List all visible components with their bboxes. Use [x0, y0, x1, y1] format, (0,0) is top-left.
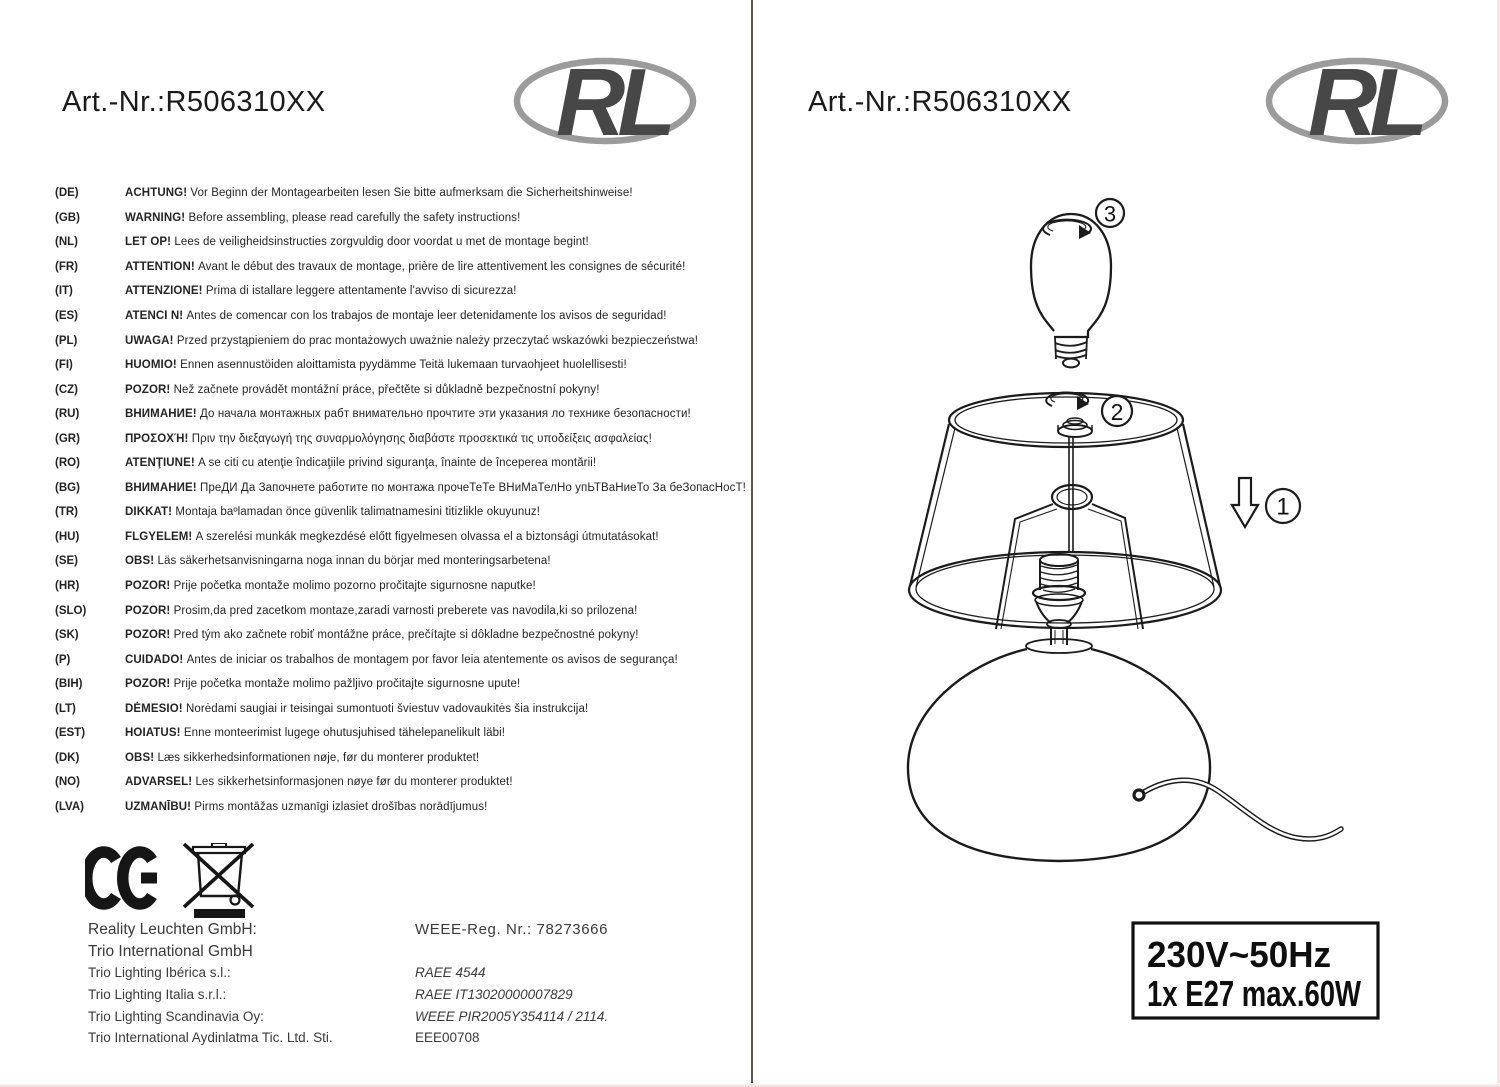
power-cord [1134, 780, 1341, 839]
language-code: (EST) [55, 727, 86, 740]
language-code: (DK) [55, 751, 80, 764]
warning-text: CUIDADO! Antes de iniciar os trabalhos de montagem por favor leia atentemente os avisos de segurança! [125, 653, 678, 666]
registration-number: RAEE IT13020000007829 [415, 986, 573, 1002]
registration-number: EEE00708 [415, 1030, 480, 1046]
warning-row [55, 696, 735, 721]
page-divider [751, 0, 753, 1087]
warning-row [55, 476, 746, 501]
language-code: (BIH) [55, 678, 83, 691]
step-3-badge [1096, 199, 1124, 227]
brand-logo [510, 52, 700, 150]
language-code: (PL) [55, 334, 78, 347]
cord-outlet [1134, 790, 1144, 800]
language-code: (GR) [55, 432, 80, 445]
warning-row [55, 746, 735, 771]
warning-text: ВНИМАНИЕ! До начала монтажных рабт внимательно прочтите эти указания ло технике безопасности! [125, 408, 691, 421]
finial-nut [1058, 418, 1092, 437]
warning-row [55, 206, 735, 231]
warning-row [55, 574, 735, 599]
registration-number: WEEE PIR2005Y354114 / 2114. [415, 1008, 609, 1024]
company-name: Trio Lighting Italia s.r.l.: [88, 986, 227, 1002]
spec-bulb: 1x E27 max.60W [1147, 973, 1362, 1014]
warning-row [55, 672, 735, 697]
language-code: (SK) [55, 629, 79, 642]
warning-row [55, 279, 735, 304]
warning-text: POZOR! Než začnete provádět montážní práce, přečtěte si důkladně bezpečnostní pokyny! [125, 383, 600, 396]
language-code: (FI) [55, 359, 73, 372]
warning-text: OBS! Læs sikkerhedsinformationen nøje, før du monterer produktet! [125, 751, 480, 764]
page-title: Art.-Nr.:R506310XX [62, 86, 326, 118]
warning-text: ВНИМАНИЕ! ПреДИ Да Започнете работите по монтажа прочеТеТе ВНиМаТелНо упЬТВаНиеТо За беЗопасНосТ! [125, 481, 746, 494]
rotate-arrow-icon [1043, 220, 1091, 239]
svg-text:3: 3 [1103, 201, 1117, 227]
warning-text: ATTENTION! Avant le début des travaux de montage, prière de lire attentivement les consignes de sécurité! [125, 260, 686, 273]
language-code: (P) [55, 653, 71, 666]
language-code: (CZ) [55, 383, 78, 396]
registration-number [415, 941, 608, 963]
warning-row [55, 255, 735, 280]
language-code: (HR) [55, 580, 80, 593]
svg-text:1: 1 [1276, 493, 1290, 521]
company-name: Trio International Aydinlatma Tic. Ltd. Sti. [88, 1030, 333, 1046]
scan-edge-bottom [0, 1083, 1500, 1087]
warning-text: ADVARSEL! Les sikkerhetsinformasjonen nøye før du monterer produktet! [125, 776, 513, 789]
language-code: (HU) [55, 530, 80, 543]
registration-number: WEEE-Reg. Nr.: 78273666 [415, 921, 609, 938]
registration-number: RAEE 4544 [415, 965, 486, 980]
warning-text: ACHTUNG! Vor Beginn der Montagearbeiten lesen Sie bitte aufmerksam die Sicherheitshinweise! [125, 187, 633, 200]
page-title: Art.-Nr.:R506310XX [808, 86, 1072, 118]
lamp-base [908, 639, 1210, 861]
warning-text: OBS! Läs säkerhetsanvisningarna noga innan du börjar med monteringsarbetena! [125, 555, 551, 568]
page-right [750, 0, 1500, 1087]
warning-text: FLGYELEM! A szerelési munkák megkezdésé előtt figyelmesen olvassa el a biztonsági útmutatásokat! [125, 530, 659, 543]
brand-logo-letters: RL [556, 52, 668, 150]
weee-bin-icon [184, 843, 253, 918]
svg-text:2: 2 [1110, 399, 1124, 425]
company-name: Trio Lighting Scandinavia Oy: [88, 1008, 264, 1024]
warning-row [55, 795, 735, 820]
language-code: (DE) [55, 187, 79, 200]
light-bulb [1031, 214, 1111, 367]
warning-text: ATENCI N! Antes de comencar con los trabajos de montaje leer detenidamente los avisos de seguridad! [125, 310, 667, 322]
lamp-socket [1033, 554, 1085, 645]
warning-row [55, 623, 735, 648]
step-1-badge [1266, 489, 1300, 523]
spec-voltage: 230V~50Hz [1147, 934, 1331, 975]
warning-text: DĖMESIO! Norėdami saugiai ir teisingai sumontuoti šviestuv vadovaukitės šia instrukcija! [125, 702, 589, 715]
warning-row [55, 549, 735, 574]
warning-row [55, 353, 735, 378]
language-code: (SLO) [55, 604, 87, 617]
brand-logo-letters: RL [1308, 52, 1420, 150]
warning-row [55, 451, 735, 476]
compliance-marks [85, 843, 265, 923]
language-code: (LVA) [55, 800, 84, 813]
language-code: (BG) [55, 481, 80, 494]
language-code: (ES) [55, 310, 78, 322]
warning-row [55, 647, 735, 672]
warning-row [55, 770, 735, 795]
warning-text: ΠΡΟΣΟΧΉ! Πριν την διεξαγωγή της συναρμολόγησης διαβάστε προσεκτικά τις υποδείξεις ασφαλείας! [125, 432, 652, 445]
step-2-badge [1102, 396, 1132, 426]
warning-text: UZMANĪBU! Pirms montāžas uzmanīgi izlasiet drošības norādījumus! [125, 800, 488, 813]
warning-text: POZOR! Pred tým ako začnete robiť montážne práce, prečítajte si dôkladne bezpečnostné pokyny! [125, 629, 639, 642]
warning-text: HOIATUS! Enne monteerimist lugege ohutusjuhised tähelepanelikult läbi! [125, 727, 506, 740]
rotate-arrow-icon [1046, 392, 1089, 410]
warning-text: DIKKAT! Montaja baºlamadan önce güvenlik talimatnamesini titizlikle okuyunuz! [125, 506, 541, 519]
warning-text: UWAGA! Przed przystąpieniem do prac montażowych uważnie należy przeczytać wskazówki bezpieczeństwa! [125, 334, 698, 347]
warning-row [55, 721, 735, 746]
warning-row [55, 426, 735, 451]
ce-mark [87, 852, 157, 904]
warning-row [55, 181, 735, 206]
warning-text: ATENŢIUNE! A se citi cu atenţie îndicaţiile privind siguranţa, înainte de începerea montării! [125, 457, 597, 470]
warning-text: POZOR! Prosim,da pred zacetkom montaze,zaradi varnosti preberete vas navodila,ki so prilozena! [125, 604, 638, 617]
warning-row [55, 500, 735, 525]
language-code: (LT) [55, 702, 76, 715]
manufacturer-info [88, 919, 608, 1049]
language-code: (FR) [55, 260, 78, 273]
company-name: Trio Lighting Ibérica s.l.: [88, 965, 231, 980]
down-arrow-icon [1232, 478, 1258, 527]
company-name: Reality Leuchten GmbH: [88, 921, 257, 938]
warning-row [55, 304, 735, 329]
warning-text: POZOR! Prije početka montaže molimo pozorno pročitajte sigurnosne naputke! [125, 580, 536, 593]
warning-text: HUOMIO! Ennen asennustöiden aloittamista pyydämme Teitä lukemaan turvaohjeet huolellisesti! [125, 359, 627, 372]
warning-text: LET OP! Lees de veiligheidsinstructies zorgvuldig door voordat u met de montage begint! [125, 236, 589, 249]
assembly-diagram [750, 0, 1500, 1087]
language-code: (RU) [55, 408, 80, 421]
warning-text: ATTENZIONE! Prima di istallare leggere attentamente l'avviso di sicurezza! [125, 285, 517, 298]
language-code: (TR) [55, 506, 78, 519]
warning-row [55, 328, 735, 353]
warning-row [55, 598, 735, 623]
warning-row [55, 377, 735, 402]
language-code: (NL) [55, 236, 78, 249]
language-code: (IT) [55, 285, 73, 298]
warning-row [55, 402, 735, 427]
language-code: (RO) [55, 457, 80, 470]
language-code: (GB) [55, 211, 80, 224]
warning-row [55, 230, 735, 255]
warnings-list [55, 181, 746, 819]
warning-text: WARNING! Before assembling, please read carefully the safety instructions! [125, 211, 521, 224]
language-code: (SE) [55, 555, 78, 568]
company-name: Trio International GmbH [88, 942, 253, 960]
warning-text: POZOR! Prije početka montaže molimo pažljivo pročitajte sigurnosne upute! [125, 678, 521, 691]
warning-row [55, 525, 735, 550]
spec-box [1133, 923, 1378, 1018]
language-code: (NO) [55, 776, 80, 789]
